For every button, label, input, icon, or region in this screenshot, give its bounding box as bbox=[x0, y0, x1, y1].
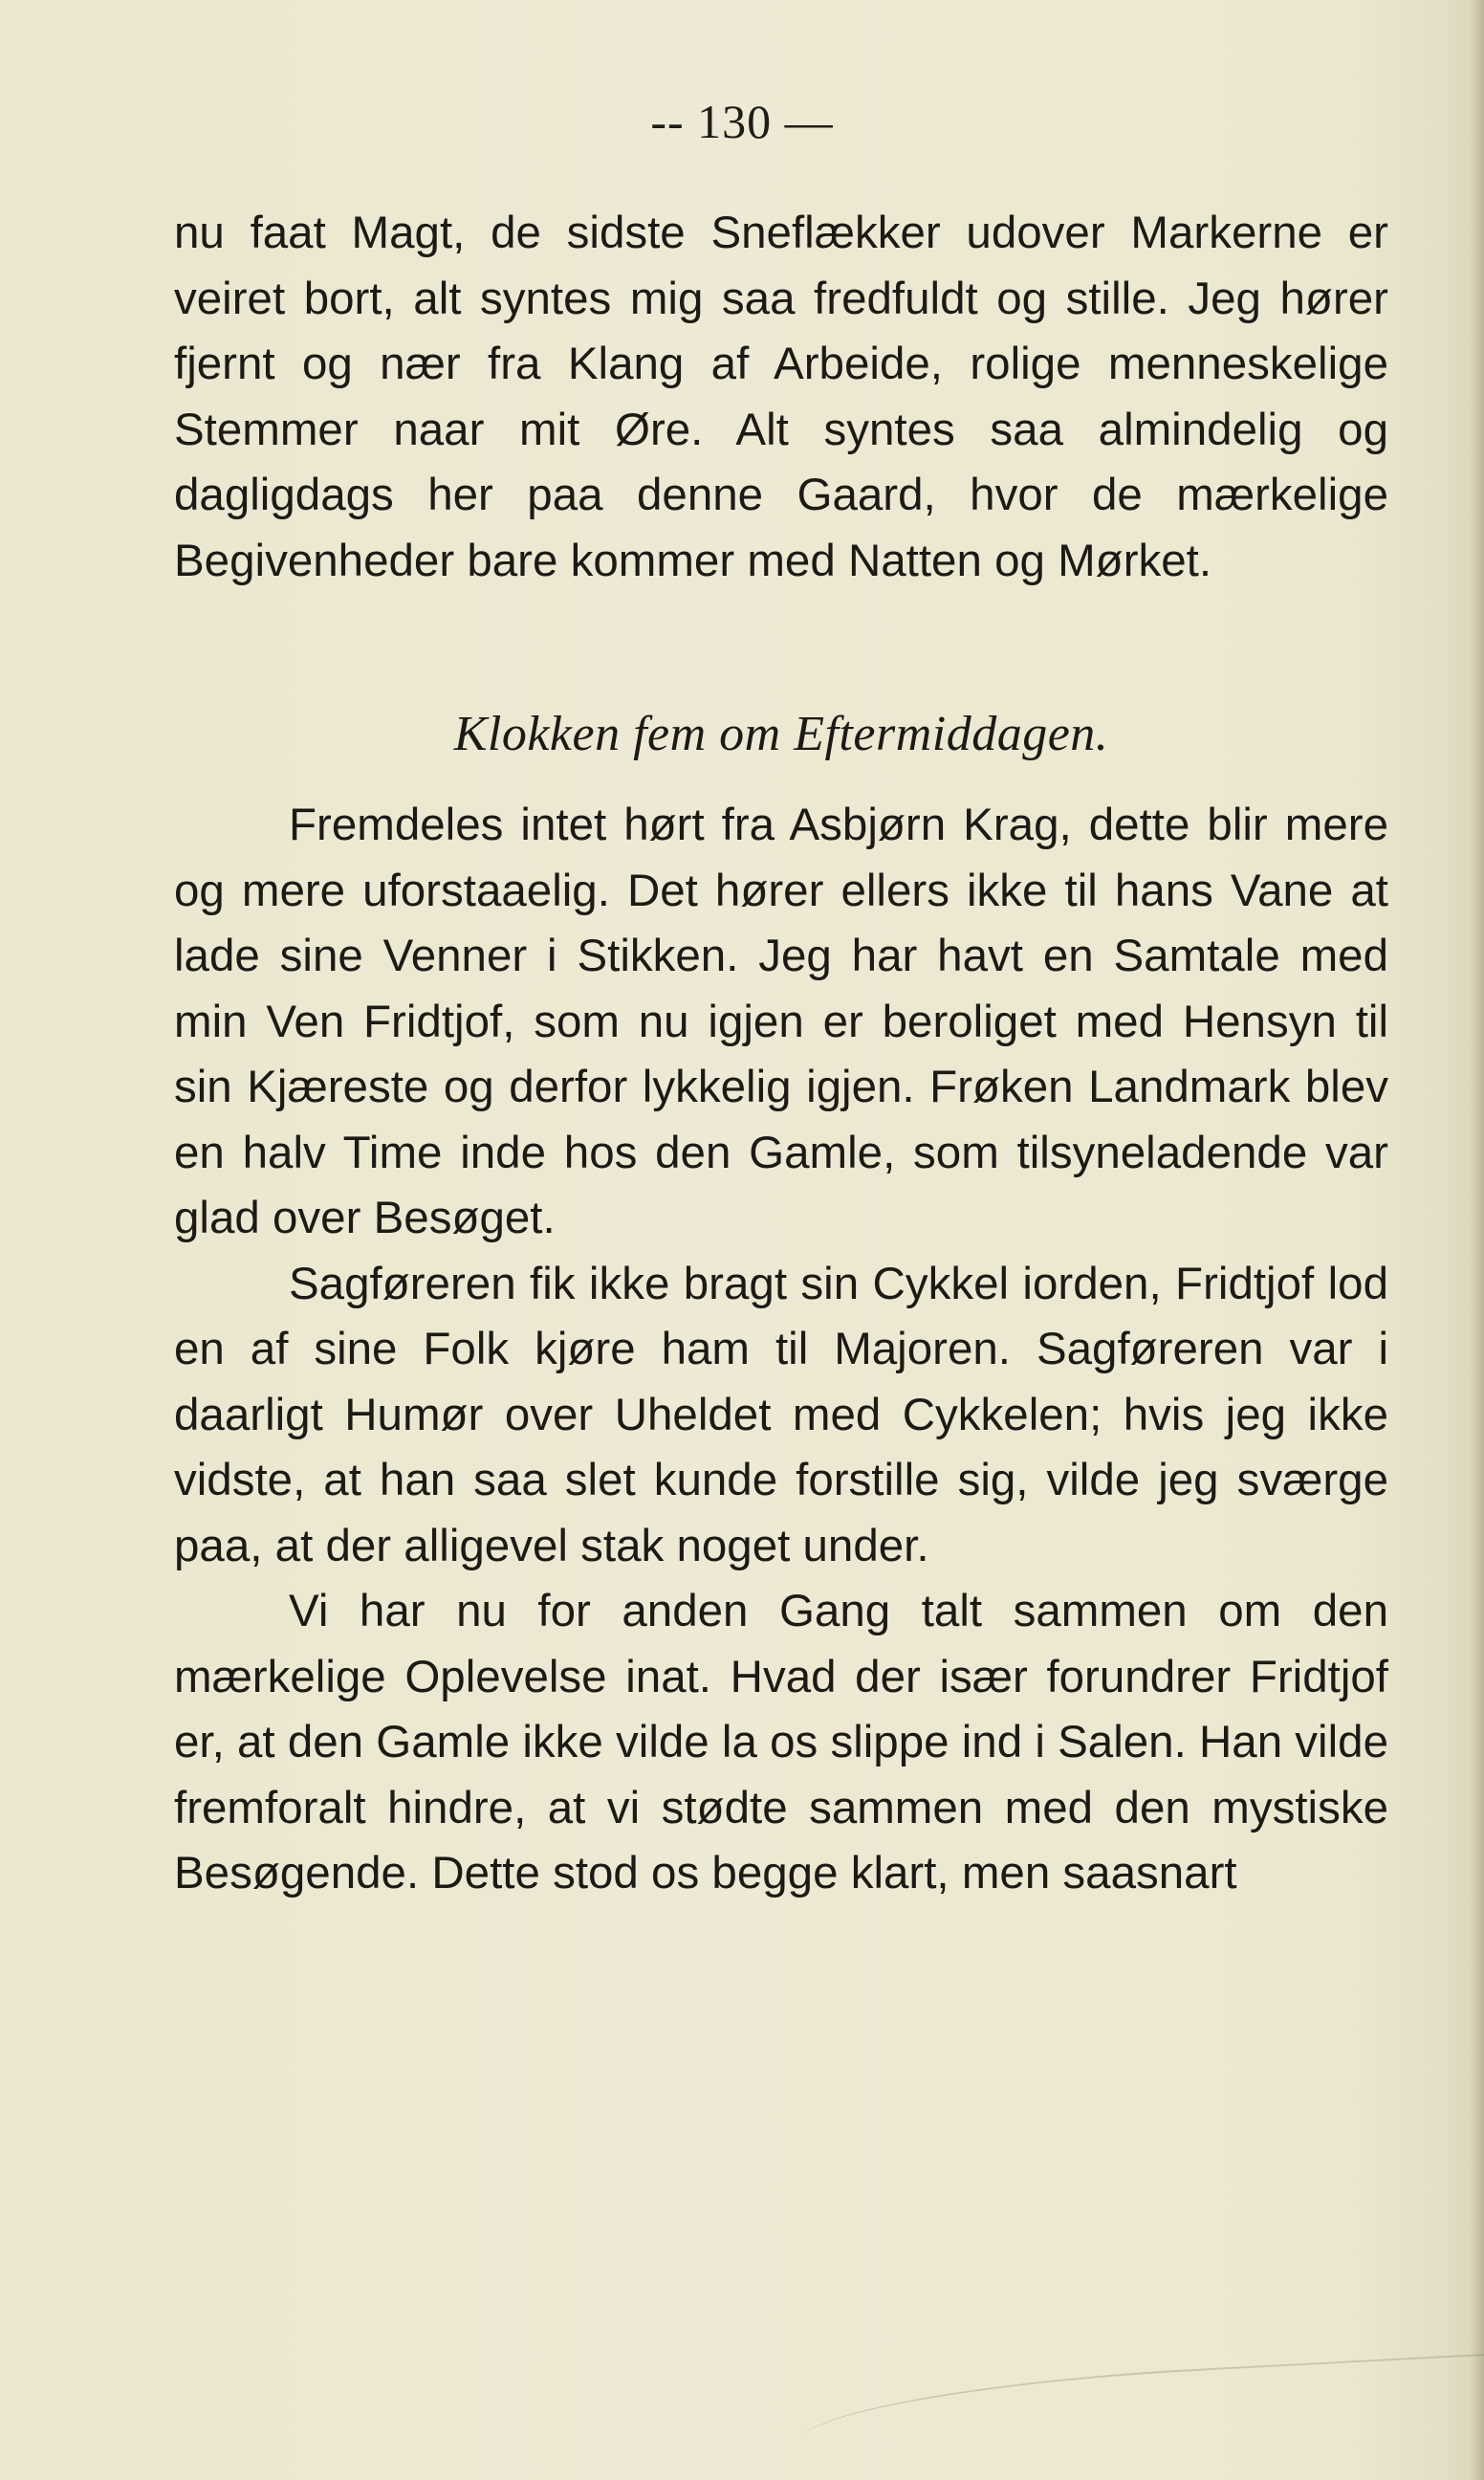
page-curl-mark bbox=[797, 2354, 1484, 2478]
page-edge-shadow bbox=[1471, 0, 1484, 2480]
section-heading-time: Klokken fem om Eftermiddagen. bbox=[453, 707, 1109, 761]
page-number: -- 130 — bbox=[650, 95, 834, 148]
paragraph: Fremdeles intet hørt fra Asbjørn Krag, dette blir mere og mere uforstaaelig. Det hører ellers ikke til hans Vane at lade sine Venner i Stikken. Jeg har havt en Samtale med min Ven Fridtjof, som nu igjen er beroliget med Hensyn til sin Kjæreste og derfor lykkelig igjen. Frøken Landmark blev en halv Time inde hos den Gamle, som tilsyneladende var glad over Besøget. bbox=[174, 800, 1388, 1243]
paragraph: Sagføreren fik ikke bragt sin Cykkel iorden, Fridtjof lod en af sine Folk kjøre ham til Majoren. Sagføreren var i daarligt Humør over Uheldet med Cykkelen; hvis jeg ikke vidste, at han saa slet kunde forstille sig, vilde jeg sværge paa, at der alligevel stak noget under. bbox=[174, 1258, 1388, 1571]
body-text bbox=[174, 201, 1388, 1907]
paragraph: Vi har nu for anden Gang talt sammen om den mærkelige Oplevelse inat. Hvad der især forundrer Fridtjof er, at den Gamle ikke vilde la os slippe ind i Salen. Han vilde fremforalt hindre, at vi stødte sammen med den mystiske Besøgende. Dette stod os begge klart, men saasnart bbox=[174, 1586, 1388, 1898]
paragraph-continued: nu faat Magt, de sidste Sneflækker udover Markerne er veiret bort, alt syntes mig saa fredfuldt og stille. Jeg hører fjernt og nær fra Klang af Arbeide, rolige menneskelige Stemmer naar mit Øre. Alt syntes saa almindelig og dagligdags her paa denne Gaard, hvor de mærkelige Begivenheder bare kommer med Natten og Mørket. bbox=[174, 208, 1388, 586]
